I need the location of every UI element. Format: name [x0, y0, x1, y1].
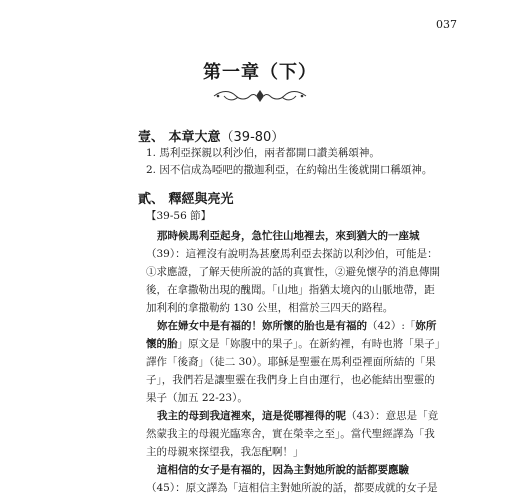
- commentary-line: [146, 390, 248, 405]
- commentary-text: 」原文是「妳腹中的果子」。在新約裡，有時也將「果子」: [177, 338, 446, 350]
- commentary-text: 果子（加五 22-23）。: [146, 392, 248, 404]
- commentary-line: [146, 264, 440, 279]
- section2-heading: 貳、 釋經與亮光: [138, 192, 234, 207]
- flourish-ornament-icon: [212, 86, 308, 106]
- commentary-text: 加利利的拿撒勒約 130 公里，相當於三四天的路程。: [146, 302, 394, 314]
- scripture-quote: 那時候馬利亞起身，急忙往山地裡去，來到猶大的一座城: [157, 230, 420, 242]
- summary-item-2: 2. 因不信成為啞吧的撒迦利亞，在約翰出生後就開口稱頌神。: [146, 164, 433, 176]
- commentary-text: 譯作「後裔」（徒二 30）。耶穌是聖靈在馬利亞裡面所結的「果: [146, 356, 436, 368]
- scripture-quote: 懷的胎: [146, 338, 178, 350]
- scripture-quote: 妳所: [415, 320, 437, 332]
- scripture-quote: 妳在婦女中是有福的！妳所懷的胎也是有福的: [157, 320, 367, 332]
- commentary-text: 主的母親來探望我，我怎配啊！」: [146, 446, 304, 458]
- commentary-text: ①求應證，了解天使所說的話的真實性，②避免懷孕的消息傳開: [146, 266, 440, 278]
- chapter-title: 第一章（下）: [203, 62, 317, 83]
- commentary-line: [146, 354, 436, 369]
- section1-heading-label: 壹、 本章大意: [138, 130, 221, 145]
- commentary-text: （39）：這裡沒有說明為甚麼馬利亞去探訪以利沙伯，可能是：: [146, 248, 438, 260]
- commentary-line: [157, 408, 438, 423]
- commentary-line: [157, 318, 436, 333]
- section1-heading-range: （39-80）: [220, 130, 285, 145]
- commentary-text: （43）：意思是「竟: [346, 410, 439, 422]
- scripture-quote: 我主的母到我這裡來，這是從哪裡得的呢: [157, 410, 346, 422]
- commentary-text: 子」，我們若是讓聖靈在我們身上自由運行，也必能結出聖靈的: [146, 374, 435, 386]
- commentary-line: [146, 372, 435, 387]
- summary-item-1: 1. 馬利亞探親以利沙伯，兩者都開口讚美稱頌神。: [146, 147, 380, 159]
- commentary-line: [146, 246, 438, 261]
- page-number: 037: [436, 18, 457, 31]
- commentary-line: [146, 282, 435, 297]
- commentary-line: [146, 426, 435, 441]
- commentary-line: [146, 336, 445, 351]
- commentary-line: [157, 228, 420, 243]
- commentary-line: [146, 300, 393, 315]
- commentary-line: [146, 444, 304, 459]
- commentary-text: （45）：原文譯為「這相信主對她所說的話，都要成就的女子是: [146, 482, 438, 494]
- commentary-line: [146, 480, 438, 495]
- verse-range-label: 【39-56 節】: [146, 210, 212, 222]
- commentary-text: 後，在拿撒勒出現的醜聞。「山地」指猶太境內的山脈地帶，距: [146, 284, 435, 296]
- commentary-text: （42）:「: [367, 320, 416, 332]
- commentary-text: 然蒙我主的母親光臨寒舍，實在榮幸之至」。當代聖經譯為「我: [146, 428, 435, 440]
- commentary-line: [157, 462, 409, 477]
- scripture-quote: 這相信的女子是有福的，因為主對她所說的話都要應驗: [157, 464, 409, 476]
- section1-heading: [138, 126, 284, 145]
